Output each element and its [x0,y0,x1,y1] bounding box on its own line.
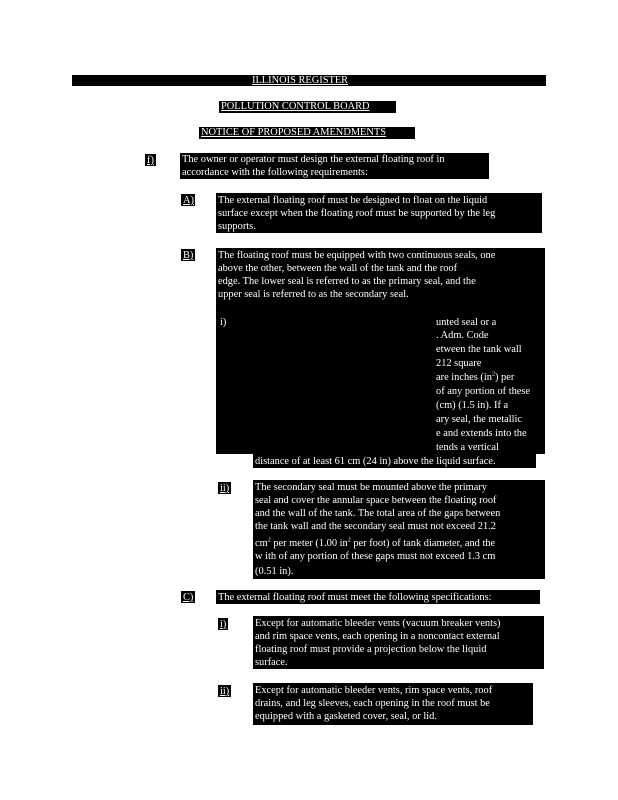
item-f-line: The owner or operator must design the external floating roof in [182,154,445,165]
item-b-i-fragment: of any portion of these [436,386,531,397]
item-c-i-line: surface. [255,657,288,668]
item-b-line: The floating roof must be equipped with two continuous seals, one [218,250,496,261]
item-b-i-fragment: ary seal, the metallic [436,414,522,425]
item-f-label: f) [147,155,154,166]
item-b-i-fragment: tends a vertical [436,442,499,453]
item-a-line: supports. [218,221,256,232]
item-b-i-fragment: etween the tank wall [436,344,522,355]
item-b-i-fragment: are inches $(in^2)$ per [436,371,515,383]
item-b-line: upper seal is referred to as the secondary seal. [218,289,409,300]
item-b-ii-line: (0.51 in). [255,566,294,577]
item-b-i-fragment: (cm) (1.5 in). If a [436,400,509,411]
item-b-label: B) [183,250,194,261]
item-b-ii-line: $cm^2$ per meter (1.00 $in^2$ per foot) of tank diameter, and the [255,537,496,549]
item-c-i-line: and rim space vents, each opening in a noncontact external [255,631,500,642]
notice-title: NOTICE OF PROPOSED AMENDMENTS [201,127,387,138]
item-b-ii-line: The secondary seal must be mounted above the primary [255,482,487,493]
item-a-label: A) [183,195,194,206]
item-b-i-last-line: distance of at least 61 cm (24 in) above the liquid surface. [255,456,496,467]
item-c-ii-line: Except for automatic bleeder vents, rim space vents, roof [255,685,493,696]
register-title: ILLINOIS REGISTER [252,75,349,86]
item-b-line: edge. The lower seal is referred to as the primary seal, and the [218,276,476,287]
item-b-i-fragment: e and extends into the [436,428,527,439]
item-b-ii-line: seal and cover the annular space between the floating roof [255,495,497,506]
item-b-i-label: i) [220,317,227,328]
item-b-i-fragment: unted seal or a [436,317,497,328]
item-b-ii-line: and the wall of the tank. The total area of the gaps between [255,508,501,519]
item-c-i-label: i) [220,619,227,630]
item-c-line: The external floating roof must meet the following specifications: [218,592,492,603]
item-f-line: accordance with the following requirements: [182,167,368,178]
item-c-i-line: Except for automatic bleeder vents (vacuum breaker vents) [255,618,501,629]
board-title: POLLUTION CONTROL BOARD [221,101,370,112]
item-b-i-fragment: 212 square [436,358,482,369]
item-a-line: surface except when the floating roof must be supported by the leg [218,208,496,219]
item-c-ii-line: equipped with a gasketed cover, seal, or lid. [255,711,437,722]
item-c-ii-line: drains, and leg sleeves, each opening in the roof must be [255,698,490,709]
item-b-ii-line: w ith of any portion of these gaps must not exceed 1.3 cm [255,551,496,562]
item-a-line: The external floating roof must be designed to float on the liquid [218,195,488,206]
item-c-i-line: floating roof must provide a projection below the liquid [255,644,487,655]
item-b-ii-line: the tank wall and the secondary seal must not exceed 21.2 [255,521,496,532]
item-b-ii-label: ii) [220,483,230,494]
item-c-ii-label: ii) [220,686,230,697]
item-b-i-fragment: . Adm. Code [436,330,489,341]
item-b-line: above the other, between the wall of the tank and the roof [218,263,458,274]
item-c-label: C) [183,592,194,603]
